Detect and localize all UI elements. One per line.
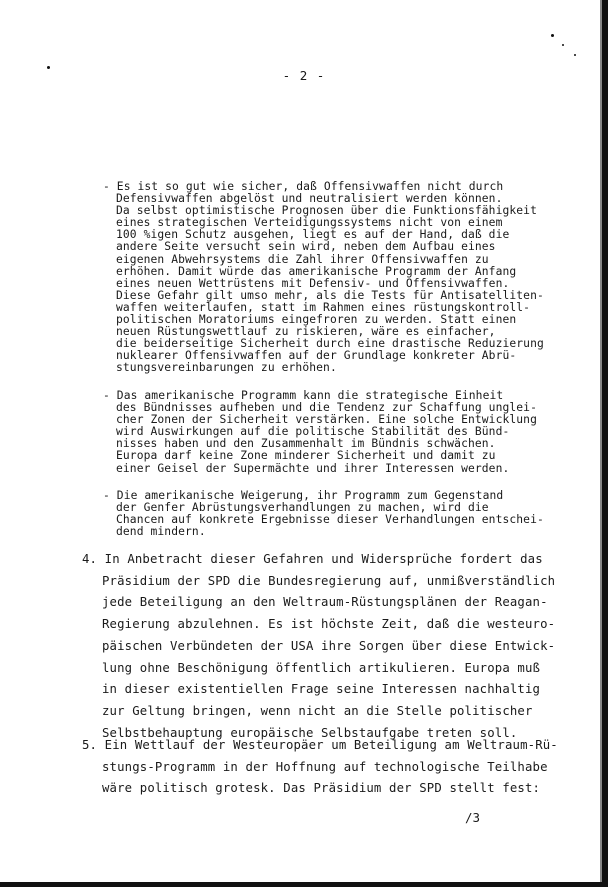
- bullet-line: waffen weiterlaufen, statt im Rahmen eines rüstungskontroll-: [116, 300, 531, 314]
- bullet-line: nisses haben und den Zusammenhalt im Bündnis schwächen.: [116, 437, 496, 451]
- scan-speck: [574, 54, 576, 56]
- bullet-line: stungsvereinbarungen zu erhöhen.: [116, 361, 337, 375]
- section-line: Präsidium der SPD die Bundesregierung auf, unmißverständlich: [102, 573, 556, 588]
- bullet-line: nuklearer Offensivwaffen auf der Grundlage konkreter Abrü-: [116, 349, 517, 363]
- bullet-line: cher Zonen der Sicherheit verstärken. Eine solche Entwicklung: [116, 413, 537, 427]
- bullet-item-alliance-unity: [103, 390, 573, 475]
- section-line: lung ohne Beschönigung öffentlich artikulieren. Europa muß: [102, 660, 541, 675]
- bullet-line: eines strategischen Verteidigungssystems nicht von einem: [116, 216, 503, 230]
- bullet-line: der Genfer Abrüstungsverhandlungen zu machen, wird die: [116, 501, 489, 515]
- scan-speck: [551, 34, 554, 37]
- section-line: zur Geltung bringen, wenn nicht an die Stelle politischer: [102, 703, 533, 718]
- bullet-line: einer Geisel der Supermächte und ihrer Interessen werden.: [116, 461, 510, 475]
- bullet-line: - Die amerikanische Weigerung, ihr Programm zum Gegenstand: [103, 489, 504, 502]
- section-line: Regierung abzulehnen. Es ist höchste Zeit, daß die westeuro-: [102, 617, 556, 632]
- bullet-line: Europa darf keine Zone minderer Sicherheit und damit zu: [116, 449, 496, 463]
- bullet-line: neuen Rüstungswettlauf zu riskieren, wäre es einfacher,: [116, 325, 496, 339]
- bullet-line: erhöhen. Damit würde das amerikanische Programm der Anfang: [116, 264, 517, 278]
- bullet-line: die beiderseitige Sicherheit durch eine drastische Reduzierung: [116, 337, 544, 351]
- bullet-line: eines neuen Wettrüstens mit Defensiv- und Offensivwaffen.: [116, 276, 510, 290]
- bullet-line: andere Seite versucht sein wird, neben dem Aufbau eines: [116, 240, 496, 254]
- section-line: stungs-Programm in der Hoffnung auf technologische Teilhabe: [102, 759, 548, 774]
- bullet-line: Da selbst optimistische Prognosen über die Funktionsfähigkeit: [116, 204, 537, 218]
- section-line: 4. In Anbetracht dieser Gefahren und Widersprüche fordert das: [82, 552, 543, 566]
- section-line: 5. Ein Wettlauf der Westeuropäer um Beteiligung am Weltraum-Rü-: [82, 738, 558, 752]
- bullet-line: eigenen Abwehrsystems die Zahl ihrer Offensivwaffen zu: [116, 252, 489, 266]
- bullet-line: Defensivwaffen abgelöst und neutralisiert werden können.: [116, 192, 503, 206]
- section-line: jede Beteiligung an den Weltraum-Rüstungsplänen der Reagan-: [102, 595, 548, 610]
- bullet-item-offensive-weapons: [103, 181, 573, 375]
- page-number: - 2 -: [282, 68, 326, 83]
- bullet-line: Chancen auf konkrete Ergebnisse dieser Verhandlungen entschei-: [116, 513, 544, 527]
- bullet-line: - Es ist so gut wie sicher, daß Offensivwaffen nicht durch: [103, 180, 504, 193]
- bullet-line: dend mindern.: [116, 525, 206, 539]
- section-line: päischen Verbündeten der USA ihre Sorgen über diese Entwick-: [102, 638, 556, 653]
- section-line: in dieser existentiellen Frage seine Interessen nachhaltig: [102, 682, 541, 697]
- continuation-marker: /3: [465, 810, 481, 825]
- section-5: [82, 735, 572, 800]
- bullet-line: - Das amerikanische Programm kann die strategische Einheit: [103, 389, 504, 402]
- section-4: [82, 549, 572, 744]
- bullet-line: politischen Moratoriums eingefroren zu werden. Statt einen: [116, 313, 517, 327]
- scan-border-right: [602, 0, 608, 887]
- bullet-line: des Bündnisses aufheben und die Tendenz zur Schaffung unglei-: [116, 401, 537, 415]
- bullet-item-negotiations: [103, 490, 573, 538]
- bullet-line: wird Auswirkungen auf die politische Stabilität des Bünd-: [116, 425, 510, 439]
- scan-border-bottom: [0, 882, 608, 887]
- bullet-line: Diese Gefahr gilt umso mehr, als die Tests für Antisatelliten-: [116, 288, 544, 302]
- section-line: Selbstbehauptung europäische Selbstaufgabe treten soll.: [102, 725, 518, 740]
- scan-speck: [562, 44, 564, 46]
- bullet-line: 100 %igen Schutz ausgehen, liegt es auf der Hand, daß die: [116, 228, 510, 242]
- section-line: wäre politisch grotesk. Das Präsidium der SPD stellt fest:: [102, 781, 541, 796]
